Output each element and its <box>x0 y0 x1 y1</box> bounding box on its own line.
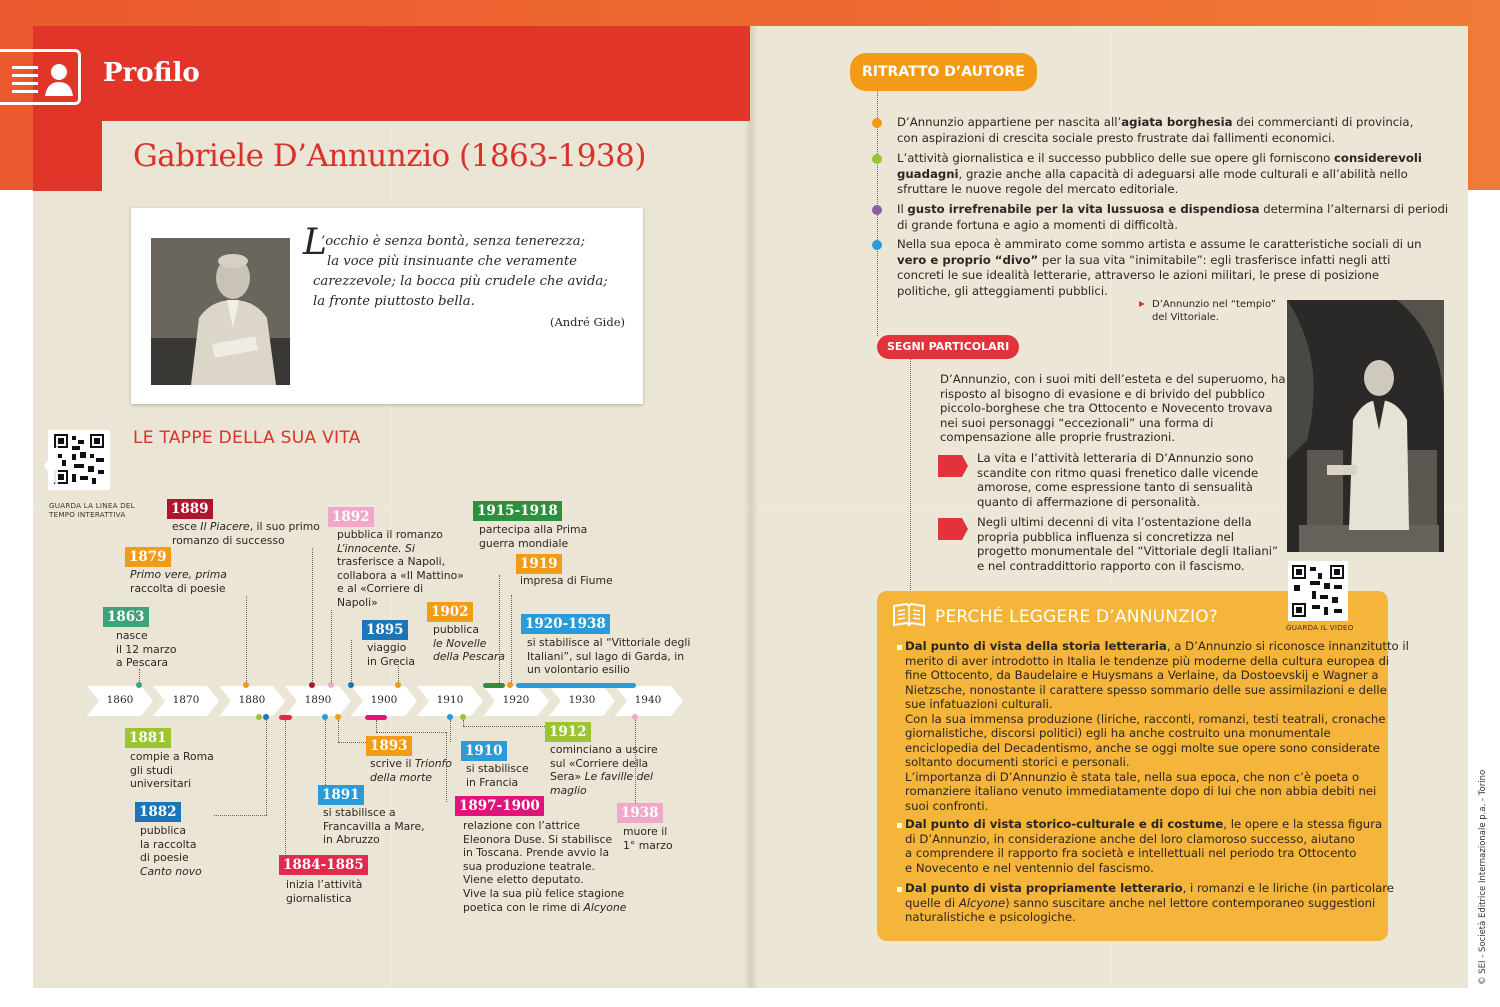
quote-line: carezzevole; la bocca più crudele che avida; <box>313 274 608 289</box>
leader-line <box>214 815 267 816</box>
para-line: politiche, gli atteggiamenti pubblici. <box>897 283 1108 298</box>
event-title: Alcyone <box>583 900 627 914</box>
event-title: Trionfo <box>414 757 452 770</box>
event-line: cominciano a uscire <box>550 743 658 756</box>
event-text <box>286 878 362 905</box>
event-line <box>370 757 452 771</box>
event-line: guerra mondiale <box>479 536 569 550</box>
year-badge: 1881 <box>125 728 171 748</box>
year-badge: 1889 <box>167 499 213 519</box>
arrow-bullet-icon <box>938 455 968 477</box>
copyright-text: © SEI - Società Editrice Internazionale p.a. - Torino <box>1478 769 1488 985</box>
para-line <box>905 639 1409 654</box>
square-bullet <box>897 887 902 892</box>
para-line: a comprendere il rapporto fra società e intellettuali nel periodo tra Ottocento <box>905 846 1357 860</box>
para-line: amorose, come espressione tanto di sensualità <box>977 480 1253 494</box>
event-text <box>433 623 505 664</box>
bullet-green <box>872 154 882 164</box>
event-line: in Francia <box>466 775 519 789</box>
square-bullet <box>897 823 902 828</box>
event-line: inizia l’attività <box>286 878 363 891</box>
para-line <box>897 202 1448 218</box>
leader-line <box>246 596 247 683</box>
para-line: enciclopedia del Decadentismo, anche se oggi molte sue opere sono considerate <box>905 740 1380 755</box>
event-title: Primo vere, prima <box>130 568 227 581</box>
para-line: progetto monumentale del “Vittoriale degli Italiani” <box>977 544 1279 558</box>
para-line: Negli ultimi decenni di vita l’ostentazione della <box>977 515 1252 529</box>
para-line <box>897 253 1422 269</box>
qr-caption-video: GUARDA IL VIDEO <box>1286 623 1354 632</box>
event-line: gli studi <box>130 763 173 777</box>
ritratto-paragraph-2 <box>897 151 1422 198</box>
text-bold: Dal punto di vista storico-culturale e di costume <box>905 817 1224 831</box>
event-line: un volontario esilio <box>527 663 630 677</box>
event-text <box>370 757 452 784</box>
event-line: Sera» Le faville del <box>550 770 654 784</box>
event-line: pubblica <box>140 824 186 837</box>
text-bold: vero e proprio “divo” <box>897 252 1039 267</box>
para-line: sfruttare le nuove regole del mercato editoriale. <box>897 182 1179 197</box>
para-line: Nietzsche, nonostante il carattere spesso sommario delle sue assimilazioni e delle <box>905 682 1387 697</box>
event-line <box>337 542 464 556</box>
year-badge: 1910 <box>461 741 507 761</box>
event-text <box>130 568 227 595</box>
segni-intro <box>940 372 1286 445</box>
perche-section-2 <box>905 817 1382 875</box>
decade-label: 1870 <box>172 694 200 706</box>
event-text <box>116 629 176 670</box>
quote-box <box>131 208 643 404</box>
event-line: la raccolta <box>140 837 197 851</box>
text-span: dei commercianti di provincia, <box>1232 115 1414 129</box>
text-italic: Alcyone <box>958 895 1006 910</box>
text-span: , le opere e la stessa figura <box>1223 817 1383 831</box>
event-line: Eleonora Duse. Si stabilisce <box>463 832 613 846</box>
event-line: romanzo di successo <box>172 533 285 547</box>
decade-label: 1930 <box>568 694 596 706</box>
decade-label: 1900 <box>370 694 398 706</box>
event-line: sul «Corriere della <box>550 756 649 770</box>
para-line: sue infatuazioni culturali. <box>905 697 1053 711</box>
year-badge: 1879 <box>125 547 171 567</box>
para-line: soltanto documenti storici e personali. <box>905 755 1130 769</box>
qr-caption-line: GUARDA LA LINEA DEL <box>49 501 135 510</box>
decade-label: 1940 <box>634 694 662 706</box>
dotted-connector <box>910 359 911 592</box>
section-title: Profilo <box>103 58 200 88</box>
para-line <box>905 817 1382 832</box>
para-line <box>905 896 1394 911</box>
event-line: in Toscana. Prende avvio la <box>463 846 610 860</box>
para-line: con aspirazioni di crescita sociale presto frustrate dai fallimenti economici. <box>897 130 1336 145</box>
leader-line <box>376 720 377 732</box>
event-line: pubblica <box>433 623 479 636</box>
leader-line <box>376 732 446 733</box>
perche-section-1 <box>905 639 1409 813</box>
caption-line: del Vittoriale. <box>1152 311 1219 323</box>
leader-line <box>338 720 339 742</box>
event-text <box>172 520 320 547</box>
event-title: L’innocente. Si <box>337 541 415 555</box>
event-line: si stabilisce al “Vittoriale degli <box>527 636 691 649</box>
event-line: viaggio <box>367 641 407 654</box>
text-bold: agiata borghesia <box>1121 115 1233 129</box>
event-line: compie a Roma <box>130 750 214 763</box>
caption-arrow-icon <box>1139 301 1145 307</box>
text-span: ) sanno suscitare anche nel lettore contemporaneo suggestioni <box>1005 895 1376 910</box>
para-line: Nella sua epoca è ammirato come sommo artista e assume le caratteristiche sociali di un <box>897 237 1422 251</box>
event-title: scrive il Trionfo <box>370 757 452 770</box>
event-line: e al «Corriere di <box>337 582 424 596</box>
event-line: nasce <box>116 629 148 642</box>
year-badge: 1902 <box>427 602 473 622</box>
event-line: in Abruzzo <box>323 833 380 847</box>
leader-line <box>285 720 286 860</box>
para-line: giornalistiche, discorsi politici) egli ha anche costruito una monumentale <box>905 726 1331 740</box>
para-line: D’Annunzio, con i suoi miti dell’esteta e del superuomo, ha <box>940 372 1286 386</box>
para-line: propria pubblica influenza si concretizza nel <box>977 529 1234 544</box>
event-line: universitari <box>130 777 192 791</box>
event-title: Le faville del <box>584 770 654 784</box>
year-badge: 1920-1938 <box>521 614 610 634</box>
segni-bullet-2 <box>977 515 1278 573</box>
para-line: compensazione alle proprie frustrazioni. <box>940 430 1175 444</box>
para-line: L’importanza di D’Annunzio è stata tale, nella sua epoca, che non c’è poeta o <box>905 769 1360 784</box>
event-line <box>550 784 658 798</box>
event-line: Vive la sua più felice stagione <box>463 886 625 900</box>
leader-line <box>139 669 140 683</box>
ritratto-paragraph-3 <box>897 202 1448 233</box>
text-span: , a D’Annunzio si riconosce innanzitutto il <box>1166 639 1409 653</box>
para-line: naturalistiche e psicologiche. <box>905 910 1076 924</box>
text-span: Il <box>897 202 908 216</box>
qr-pointer <box>44 444 58 488</box>
para-line: concreti le sue idealità letterarie, attraverso le azioni militari, le prese di posizione <box>897 268 1380 283</box>
leader-line <box>312 548 313 683</box>
para-line: scandite con ritmo quasi frenetico dalle vicende <box>977 465 1259 480</box>
year-badge: 1863 <box>103 607 149 627</box>
event-line: Francavilla a Mare, <box>323 819 425 833</box>
perche-section-3 <box>905 881 1394 925</box>
para-line: e nel contraddittorio rapporto con il fascismo. <box>977 558 1245 573</box>
quote-text <box>313 232 633 312</box>
leader-line <box>266 720 267 815</box>
qr-code-video[interactable] <box>1288 561 1348 621</box>
text-bold: guadagni <box>897 166 959 181</box>
decade-label: 1860 <box>106 694 134 706</box>
year-badge: 1919 <box>516 554 562 574</box>
text-bold: gusto irrefrenabile per la vita lussuosa e dispendiosa <box>907 202 1260 216</box>
event-text <box>623 825 673 852</box>
event-title: della morte <box>370 770 432 784</box>
event-line <box>140 865 202 879</box>
caption-line: D’Annunzio nel “tempio” <box>1152 299 1276 310</box>
event-line: collabora a «Il Mattino» <box>337 568 464 582</box>
event-text <box>463 819 626 914</box>
event-line: esce Il Piacere, il suo primo <box>172 520 320 533</box>
year-badge: 1891 <box>318 785 364 805</box>
perche-title: PERCHÉ LEGGERE D’ANNUNZIO? <box>935 607 1218 627</box>
text-span: , i romanzi e le liriche (in particolare <box>1182 881 1394 895</box>
para-line: di D’Annunzio, in considerazione anche del loro clamoroso successo, aiutano <box>905 831 1355 846</box>
portrait-photo <box>151 238 290 385</box>
para-line <box>897 151 1422 167</box>
timeline-dot <box>507 682 513 688</box>
event-line: impresa di Fiume <box>520 574 613 587</box>
year-badge: 1893 <box>366 736 412 756</box>
square-bullet <box>897 645 902 650</box>
leader-line <box>325 720 326 785</box>
profile-icon <box>0 49 81 105</box>
event-line: 1° marzo <box>623 838 673 852</box>
decade-label: 1910 <box>436 694 464 706</box>
text-span: , grazie anche alla capacità di adeguarsi alle mode culturali e all’abilità nello <box>958 166 1408 181</box>
para-line: suoi confronti. <box>905 798 989 813</box>
event-line: di poesie <box>140 851 189 865</box>
event-title: le Novelle <box>433 636 487 650</box>
text-bold: Dal punto di vista propriamente letterario <box>905 881 1183 895</box>
text-span: determina l’alternarsi di periodi <box>1259 202 1449 216</box>
photo-caption <box>1152 299 1276 324</box>
quote-initial: L <box>303 222 327 263</box>
quote-line: la voce più insinuante che veramente <box>327 254 577 269</box>
year-badge: 1882 <box>135 802 181 822</box>
timeline-dot <box>256 714 262 720</box>
year-badge: 1884-1885 <box>279 855 368 875</box>
event-line: si stabilisce a <box>323 806 396 819</box>
segni-label: SEGNI PARTICOLARI <box>877 335 1019 359</box>
ritratto-label: RITRATTO D’AUTORE <box>850 53 1037 91</box>
text-span: D’Annunzio appartiene per nascita all’ <box>897 115 1122 129</box>
event-line <box>433 650 505 664</box>
decade-label: 1890 <box>304 694 332 706</box>
event-line: Napoli» <box>337 595 378 609</box>
header-banner-tab <box>33 121 102 191</box>
para-line: romanziere italiano venuto immediatamente dopo di lui che non abbia debiti nei <box>905 784 1377 798</box>
para-line: quanto di affermazione di personalità. <box>977 494 1201 509</box>
event-line: a Pescara <box>116 656 169 670</box>
ritratto-paragraph-1 <box>897 115 1413 146</box>
leader-line <box>338 742 366 743</box>
para-line: merito di aver introdotto in Italia le tendenze più moderne della cultura europea di <box>905 653 1390 668</box>
event-text <box>479 523 587 550</box>
text-span: per la sua vita “inimitabile”: egli trasferisce infatti negli atti <box>1038 252 1391 267</box>
event-line: muore il <box>623 825 668 838</box>
para-line: risposto al bisogno di evasione e di brivido del pubblico <box>940 386 1265 401</box>
book-gutter <box>744 26 758 988</box>
event-text <box>140 824 202 878</box>
event-line: trasferisce a Napoli, <box>337 555 446 569</box>
text-bold: Dal punto di vista della storia letteraria <box>905 639 1167 653</box>
event-line: Viene eletto deputato. <box>463 873 584 887</box>
event-line: partecipa alla Prima <box>479 523 588 536</box>
event-line <box>130 568 227 582</box>
para-line <box>897 115 1413 131</box>
event-text <box>130 750 214 791</box>
open-book-icon <box>892 602 926 632</box>
year-badge: 1912 <box>545 722 591 742</box>
para-line <box>905 881 1394 896</box>
event-text <box>367 641 415 668</box>
year-badge: 1892 <box>328 507 374 527</box>
event-line: in Grecia <box>367 654 416 668</box>
text-span: L’attività giornalistica e il successo pubblico delle sue opere gli forniscono <box>897 151 1334 165</box>
bullet-orange <box>872 118 882 128</box>
year-badge: 1915-1918 <box>473 501 562 521</box>
page-title: Gabriele D’Annunzio (1863-1938) <box>133 138 646 174</box>
qr-caption-line: TEMPO INTERATTIVA <box>49 509 126 519</box>
quote-author: (André Gide) <box>549 315 625 329</box>
para-line: di grande fortuna e agio a momenti di difficoltà. <box>897 217 1179 232</box>
event-text <box>550 743 658 797</box>
para-line <box>897 167 1422 183</box>
event-line: sua produzione teatrale. <box>463 859 595 873</box>
bullet-blue <box>872 240 882 250</box>
para-line: nei suoi personaggi “eccezionali” una forma di <box>940 415 1214 430</box>
timeline-title: LE TAPPE DELLA SUA VITA <box>133 428 361 448</box>
timeline-bar <box>516 683 636 688</box>
para-line: e Novecento e nel ventennio del fascismo. <box>905 860 1154 875</box>
quote-line: ’occhio è senza bontà, senza tenerezza; <box>321 234 586 249</box>
event-title: Il Piacere <box>200 520 250 533</box>
event-line: si stabilisce <box>466 762 529 775</box>
event-line: poetica con le rime di Alcyone <box>463 900 627 914</box>
event-title: della Pescara <box>433 650 505 664</box>
bullet-purple <box>872 205 882 215</box>
segni-bullet-1 <box>977 451 1258 509</box>
arrow-bullet-icon <box>938 518 968 540</box>
qr-caption-timeline <box>49 502 135 519</box>
para-line: Con la sua immensa produzione (liriche, racconti, romanzi, testi teatrali, cronache <box>905 711 1386 726</box>
event-text <box>323 806 425 847</box>
event-text <box>527 636 690 677</box>
leader-line <box>450 720 451 742</box>
vittoriale-photo <box>1287 300 1444 552</box>
year-badge: 1895 <box>362 620 408 640</box>
event-line <box>370 771 452 785</box>
event-line: raccolta di poesie <box>130 581 226 595</box>
year-badge: 1938 <box>617 803 663 823</box>
event-line: il 12 marzo <box>116 642 177 656</box>
text-span: quelle di <box>905 895 959 910</box>
event-text <box>466 762 529 789</box>
event-line <box>433 637 505 651</box>
event-text <box>520 574 613 588</box>
para-line: La vita e l’attività letteraria di D’Annunzio sono <box>977 451 1254 465</box>
leader-line <box>351 640 352 683</box>
leader-line <box>331 610 332 683</box>
event-line: pubblica il romanzo <box>337 528 443 541</box>
decade-label: 1920 <box>502 694 530 706</box>
event-line: giornalistica <box>286 891 352 905</box>
para-line: fine Ottocento, da Baudelaire e Huysmans a Verlaine, da Dostoevskij e Wagner a <box>905 668 1379 682</box>
event-text <box>337 528 464 610</box>
text-bold: considerevoli <box>1334 151 1422 165</box>
quote-line: la fronte piuttosto bella. <box>313 294 475 309</box>
event-line: Italiani”, sul lago di Garda, in <box>527 649 685 663</box>
leader-line <box>463 726 545 727</box>
para-line: piccolo-borghese che tra Ottocento e Novecento trovava <box>940 401 1273 415</box>
leader-line <box>511 595 512 683</box>
event-title: Canto novo <box>140 864 202 878</box>
leader-line <box>398 666 399 683</box>
event-title: maglio <box>550 783 587 797</box>
year-badge: 1897-1900 <box>455 796 544 816</box>
event-line: relazione con l’attrice <box>463 819 580 832</box>
timeline-bar <box>483 683 505 688</box>
ritratto-paragraph-4 <box>897 237 1422 299</box>
decade-label: 1880 <box>238 694 266 706</box>
